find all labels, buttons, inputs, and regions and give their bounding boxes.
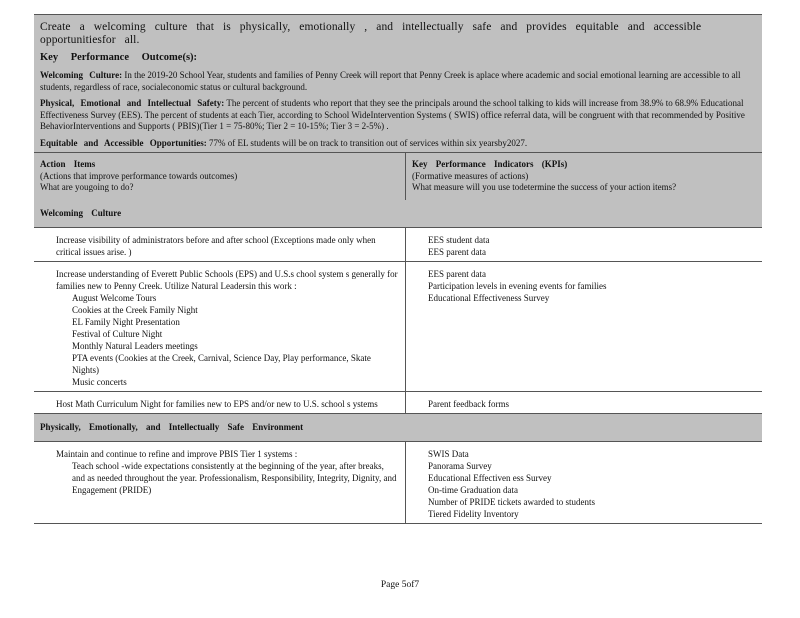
checkbox-bullet-icon: [56, 304, 72, 316]
action-cell: [34, 392, 406, 413]
action-subitem-text: Music concerts: [72, 376, 127, 387]
kpi-item-text: EES student data: [428, 234, 490, 245]
safe-environment-rows: [34, 442, 762, 524]
action-item-text: Maintain and continue to refine and improve PBIS Tier 1 systems :: [56, 448, 298, 459]
outcome-2: [34, 136, 762, 153]
kpi-cell: [406, 228, 762, 261]
kpi-item-text: Educational Effectiveness Survey: [428, 292, 550, 303]
action-subitem: [56, 292, 399, 304]
kpi-item-text: EES parent data: [428, 268, 486, 279]
checkbox-bullet-icon: [40, 398, 56, 410]
action-subitem-text: Monthly Natural Leaders meetings: [72, 340, 198, 351]
checkbox-bullet-icon: [412, 246, 428, 258]
kpi-header: [406, 153, 762, 200]
section-welcoming-culture: Welcoming Culture: [40, 207, 122, 218]
kpi-item: [412, 448, 756, 460]
action-item-text: Increase understanding of Everett Public Schools (EPS) and U.S.s chool system s generally for families new to Penny Creek. Utilize Natural Leadersin this work :: [56, 268, 398, 291]
kpi-title: Key Performance Indicators (KPIs): [412, 159, 568, 169]
action-subitem: [56, 460, 399, 496]
checkbox-bullet-icon: [412, 398, 428, 410]
action-subitem-text: Festival of Culture Night: [72, 328, 163, 339]
outcome-text: In the 2019-20 School Year, students and families of Penny Creek will report that Penny Creek is aplace where academic and social emotional learning are accessible to all students, regardless of race, socialeconomic status or cultural background.: [40, 70, 741, 92]
action-item: [40, 448, 399, 460]
action-subitems: [40, 460, 399, 496]
kpi-cell: [406, 442, 762, 523]
document-page: [34, 14, 762, 524]
kpi-item: [412, 508, 756, 520]
checkbox-bullet-icon: [56, 376, 72, 388]
kpi-item-text: Parent feedback forms: [428, 398, 509, 409]
checkbox-bullet-icon: [412, 234, 428, 246]
checkbox-bullet-icon: [56, 352, 72, 376]
action-items-sub2: What are yougoing to do?: [40, 182, 134, 192]
checkbox-bullet-icon: [412, 472, 428, 484]
checkbox-bullet-icon: [412, 268, 428, 280]
action-subitem: [56, 304, 399, 316]
table-row: [34, 228, 762, 262]
outcomes-list: [34, 68, 762, 152]
kpi-item-text: SWIS Data: [428, 448, 469, 459]
action-cell: [34, 228, 406, 261]
checkbox-bullet-icon: [40, 448, 56, 460]
action-subitem-text: EL Family Night Presentation: [72, 316, 180, 327]
outcome-text: The percent of students who report that they see the principals around the school talking to kids will increase from 38.9% to 68.9% Educational Effectiveness Survey (EES). The percent of students at each Tier, according to School WideIntervention Systems ( SWIS) office referral data, will be congruent with that recommended by Positive BehaviorInterventions and Supports ( PBIS)(Tier 1 = 75-80%; Tier 2 = 10-15%; Tier 3 = 2-5%) .: [40, 98, 745, 131]
action-item: [40, 398, 399, 410]
kpi-item: [412, 268, 756, 280]
kpi-item: [412, 472, 756, 484]
goal-panel: [34, 14, 762, 227]
table-row: [34, 442, 762, 524]
table-header: [34, 152, 762, 200]
section-safe-environment: Physically, Emotionally, and Intellectually Safe Environment: [34, 414, 762, 442]
checkbox-bullet-icon: [412, 292, 428, 304]
goal-statement: Create a welcoming culture that is physically, emotionally , and intellectually safe and provides equitable and accessible opportunitiesfor all.: [40, 21, 702, 46]
action-subitem-text: Teach school -wide expectations consistently at the beginning of the year, after breaks, and as needed throughout the year. Professionalism, Responsibility, Integrity, Dignity, and Engagement (PRIDE): [72, 460, 397, 495]
checkbox-bullet-icon: [412, 484, 428, 496]
kpi-item-text: EES parent data: [428, 246, 486, 257]
kpi-sub2: What measure will you use todetermine the success of your action items?: [412, 182, 677, 192]
action-subitem: [56, 352, 399, 376]
action-item-text: Increase visibility of administrators before and after school (Exceptions made only when critical issues arise. ): [56, 234, 376, 257]
kpi-item-text: On-time Graduation data: [428, 484, 518, 495]
checkbox-bullet-icon: [412, 496, 428, 508]
action-items-title: Action Items: [40, 159, 96, 169]
kpi-item: [412, 484, 756, 496]
outcome-text: 77% of EL students will be on track to transition out of services within six yearsby2027.: [209, 137, 528, 148]
kpi-item: [412, 280, 756, 292]
kpi-sub1: (Formative measures of actions): [412, 170, 529, 181]
kpi-item-text: Number of PRIDE tickets awarded to students: [428, 496, 595, 507]
checkbox-bullet-icon: [56, 340, 72, 352]
action-subitem: [56, 328, 399, 340]
action-item-text: Host Math Curriculum Night for families new to EPS and/or new to U.S. school s ystems: [56, 398, 378, 409]
welcoming-culture-rows: [34, 227, 762, 414]
action-subitems: [40, 292, 399, 388]
kpi-cell: [406, 262, 762, 391]
action-items-sub1: (Actions that improve performance towards outcomes): [40, 170, 238, 181]
table-row: [34, 262, 762, 392]
checkbox-bullet-icon: [412, 448, 428, 460]
page-number: Page 5of7: [380, 580, 420, 590]
kpi-item-text: Educational Effectiven ess Survey: [428, 472, 552, 483]
checkbox-bullet-icon: [56, 292, 72, 304]
kpi-item: [412, 246, 756, 258]
action-item: [40, 234, 399, 258]
kpi-item-text: Tiered Fidelity Inventory: [428, 508, 519, 519]
kpi-item: [412, 234, 756, 246]
outcome-label: Physical, Emotional and Intellectual Safety:: [40, 98, 225, 108]
checkbox-bullet-icon: [412, 460, 428, 472]
kpi-item-text: Participation levels in evening events for families: [428, 280, 607, 291]
checkbox-bullet-icon: [40, 268, 56, 292]
action-items-header: [34, 153, 406, 200]
action-subitem-text: PTA events (Cookies at the Creek, Carnival, Science Day, Play performance, Skate Nights): [72, 352, 371, 375]
checkbox-bullet-icon: [56, 316, 72, 328]
kpi-item: [412, 496, 756, 508]
checkbox-bullet-icon: [412, 508, 428, 520]
action-subitem-text: Cookies at the Creek Family Night: [72, 304, 198, 315]
kpi-item: [412, 460, 756, 472]
outcome-label: Welcoming Culture:: [40, 70, 123, 80]
action-cell: [34, 442, 406, 523]
checkbox-bullet-icon: [412, 280, 428, 292]
checkbox-bullet-icon: [56, 328, 72, 340]
kpo-heading: Key Performance Outcome(s):: [40, 52, 198, 63]
outcome-1: [34, 96, 762, 136]
checkbox-bullet-icon: [40, 234, 56, 258]
kpi-item: [412, 292, 756, 304]
action-subitem: [56, 316, 399, 328]
action-subitem: [56, 340, 399, 352]
outcome-label: Equitable and Accessible Opportunities:: [40, 137, 207, 148]
action-subitem-text: August Welcome Tours: [72, 292, 157, 303]
outcome-0: [34, 68, 762, 96]
kpi-item: [412, 398, 756, 410]
action-subitem: [56, 376, 399, 388]
action-cell: [34, 262, 406, 391]
checkbox-bullet-icon: [56, 460, 72, 496]
kpi-cell: [406, 392, 762, 413]
table-row: [34, 392, 762, 414]
action-item: [40, 268, 399, 292]
kpi-item-text: Panorama Survey: [428, 460, 492, 471]
